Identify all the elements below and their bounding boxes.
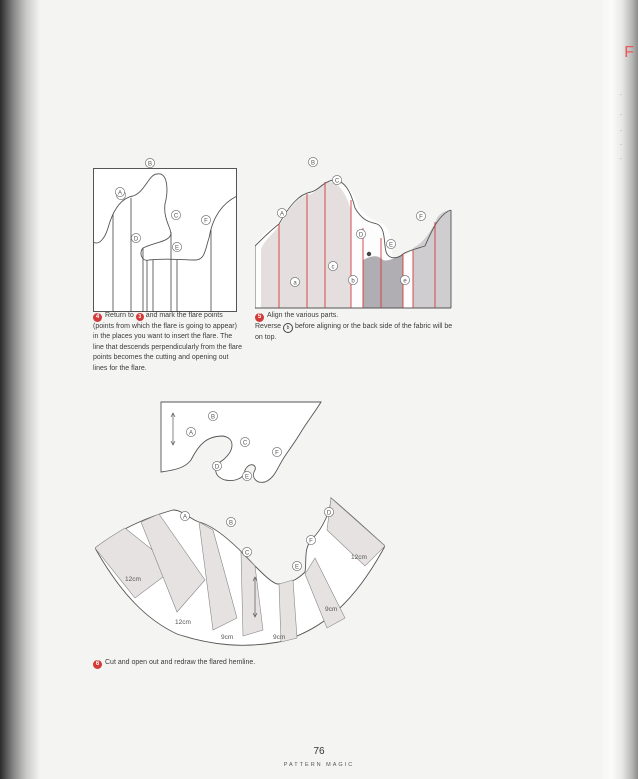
- label-C: C: [334, 178, 340, 185]
- label-D: D: [214, 464, 220, 471]
- step-number-badge: 5: [255, 313, 264, 322]
- next-page-edge: F · · · · ·: [602, 0, 638, 779]
- label-A: A: [117, 190, 123, 197]
- figure-flare-points: [93, 161, 237, 312]
- label-F: F: [204, 218, 208, 225]
- label-B: B: [228, 520, 234, 527]
- label-e: e: [403, 278, 407, 285]
- measure-12cm: 12cm: [175, 619, 191, 626]
- label-E: E: [388, 242, 394, 249]
- measure-12cm: 12cm: [125, 576, 141, 583]
- part-reference-badge: b: [283, 323, 293, 333]
- figure-aligned-parts: [255, 150, 455, 314]
- label-C: C: [244, 550, 250, 557]
- label-c: c: [331, 264, 335, 271]
- label-A: A: [279, 211, 285, 218]
- label-D: D: [133, 236, 139, 243]
- caption-step-4: 4 Return to 3 and mark the flare points (points from which the flare is going to appear) in the places you want to insert the flare. The line that descends perpendicularly from the flare points becomes the cutting and opening out lines for the flare.: [93, 312, 243, 372]
- label-A: A: [182, 514, 188, 521]
- caption-step-5: 5 Align the various parts. Reverse b before aligning or the back side of the fabric will be on top.: [255, 312, 453, 341]
- step-number-badge: 6: [93, 660, 102, 669]
- step-number-badge: 4: [93, 313, 102, 322]
- label-A: A: [188, 430, 194, 437]
- measure-12cm: 12cm: [351, 554, 367, 561]
- book-title: PATTERN MAGIC: [283, 762, 355, 768]
- label-F: F: [309, 538, 313, 545]
- next-page-heading-fragment: F: [624, 44, 634, 61]
- label-F: F: [275, 450, 279, 457]
- label-C: C: [173, 213, 179, 220]
- step-reference-badge: 3: [136, 313, 144, 321]
- book-spine-shadow: [0, 0, 40, 779]
- label-E: E: [294, 564, 300, 571]
- label-D: D: [358, 232, 364, 239]
- label-E: E: [244, 474, 250, 481]
- label-B: B: [210, 414, 216, 421]
- measure-9cm: 9cm: [325, 606, 338, 613]
- label-D: D: [326, 510, 332, 517]
- label-C: C: [242, 440, 248, 447]
- measure-9cm: 9cm: [273, 634, 286, 641]
- caption-step-6: 6 Cut and open out and redraw the flared hemline.: [93, 658, 353, 669]
- figure-flared-pattern: [95, 398, 385, 650]
- label-B: B: [310, 160, 316, 167]
- measure-9cm: 9cm: [221, 634, 234, 641]
- label-b: b: [351, 278, 355, 285]
- label-E: E: [174, 245, 180, 252]
- label-a: a: [293, 280, 297, 287]
- label-F: F: [419, 214, 423, 221]
- page-number: 76: [313, 746, 325, 757]
- label-B: B: [147, 161, 153, 168]
